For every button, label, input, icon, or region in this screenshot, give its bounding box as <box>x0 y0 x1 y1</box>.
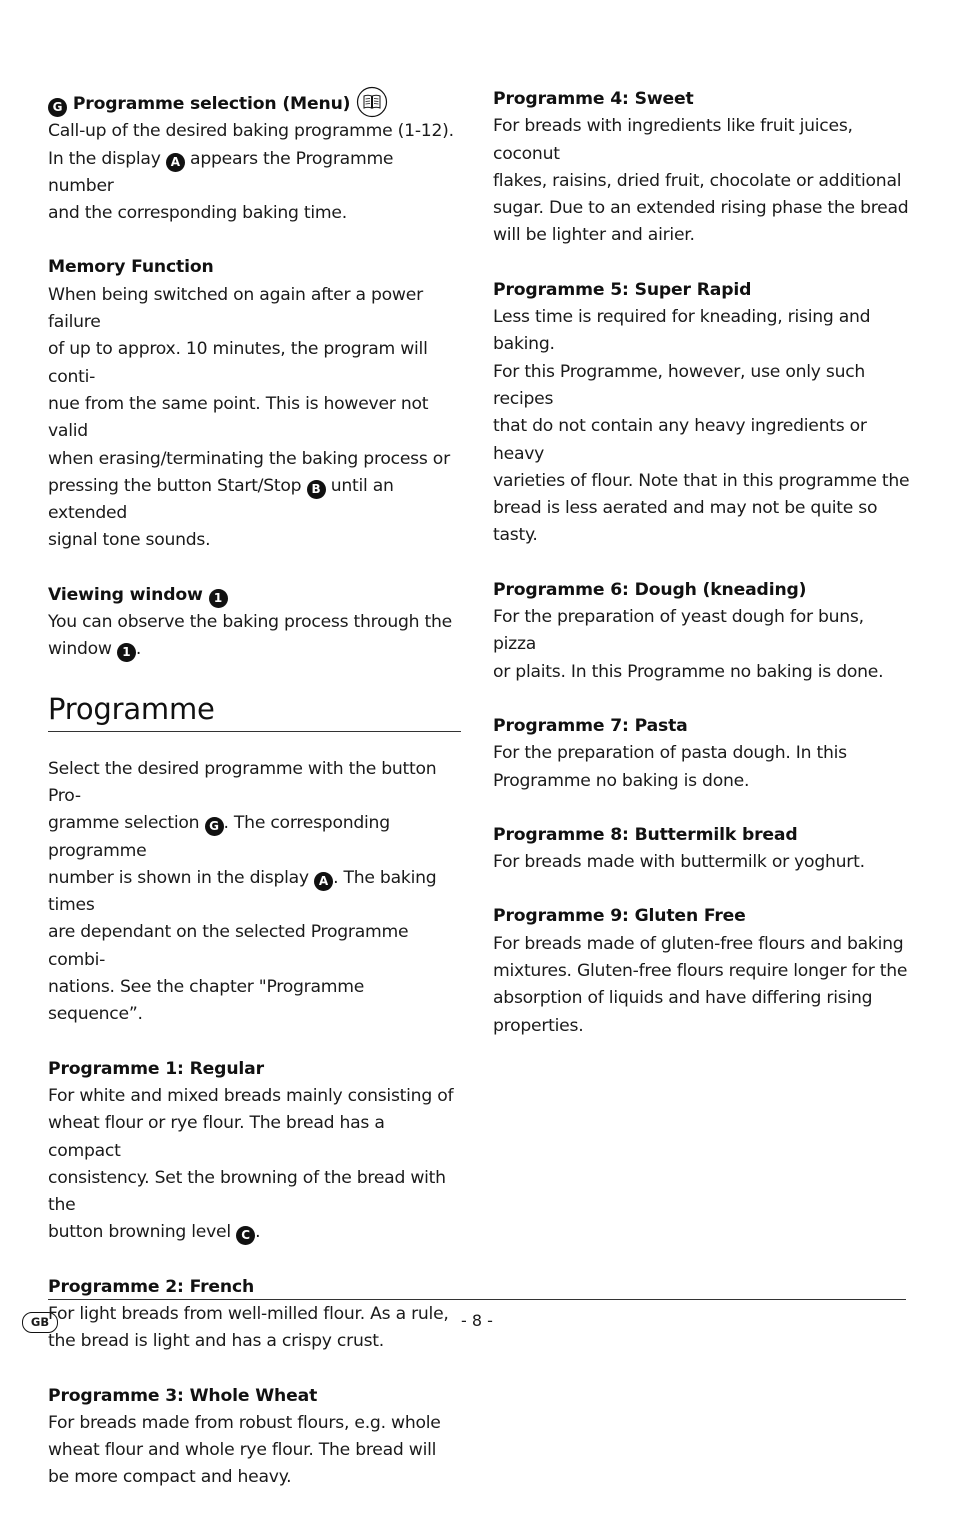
text-run: Select the desired programme with the button Pro- <box>48 758 437 806</box>
section-heading: Programme 5: Super Rapid <box>493 279 752 300</box>
text-line <box>48 1437 461 1464</box>
paragraph <box>493 740 911 795</box>
text-line <box>493 958 911 985</box>
text-run: For breads made from robust flours, e.g. whole <box>48 1412 441 1433</box>
text-line <box>493 168 911 195</box>
section-heading: Programme 8: Buttermilk bread <box>493 824 798 845</box>
text-run: pressing the button Start/Stop <box>48 475 307 496</box>
text-run: of up to approx. 10 minutes, the program will conti- <box>48 339 428 387</box>
text-line <box>48 1301 461 1328</box>
text-line <box>493 849 911 876</box>
text-run: For light breads from well-milled flour. As a rule, <box>48 1303 449 1324</box>
text-run: wheat flour or rye flour. The bread has a compact <box>48 1113 385 1161</box>
text-line <box>493 985 911 1012</box>
text-run: For white and mixed breads mainly consisting of <box>48 1085 454 1106</box>
text-run: tasty. <box>493 525 538 546</box>
text-line <box>48 1083 461 1110</box>
text-run: . The corresponding programme <box>48 813 390 861</box>
section-programme-8 <box>493 822 911 877</box>
text-line <box>48 756 461 811</box>
section-programme-7 <box>493 713 911 795</box>
a-badge-icon: A <box>166 153 185 172</box>
text-run: For the preparation of pasta dough. In this <box>493 743 847 764</box>
paragraph <box>493 931 911 1040</box>
text-run: flakes, raisins, dried fruit, chocolate or additional <box>493 170 902 191</box>
text-run: gramme selection <box>48 813 205 834</box>
text-run: number is shown in the display <box>48 867 315 888</box>
text-line <box>48 118 461 145</box>
text-run: For breads with ingredients like fruit juices, coconut <box>493 116 853 164</box>
section-heading <box>48 582 461 609</box>
text-line <box>48 473 461 528</box>
text-line <box>48 336 461 391</box>
section-heading: Memory Function <box>48 257 214 278</box>
section-heading: Programme 9: Gluten Free <box>493 906 746 927</box>
text-line <box>493 495 911 522</box>
text-run: For breads made of gluten-free flours and baking <box>493 933 904 954</box>
a-badge-icon: A <box>314 872 333 891</box>
g-badge-icon: G <box>48 98 67 117</box>
paragraph <box>48 118 461 227</box>
text-line <box>48 1219 461 1246</box>
section-heading <box>48 86 461 118</box>
text-line <box>48 1464 461 1491</box>
text-run: Programme no baking is done. <box>493 770 750 791</box>
text-run: window <box>48 639 117 660</box>
number-1-badge-icon: 1 <box>117 643 136 662</box>
text-run: nue from the same point. This is however not valid <box>48 393 429 442</box>
text-run: varieties of flour. Note that in this programme the <box>493 470 910 491</box>
paragraph <box>48 1410 461 1492</box>
number-1-badge-icon: 1 <box>209 589 228 608</box>
section-heading: Programme 3: Whole Wheat <box>48 1385 318 1406</box>
text-line <box>48 919 461 974</box>
text-run: or plaits. In this Programme no baking is done. <box>493 661 884 682</box>
text-line <box>493 113 911 168</box>
section-viewing-window <box>48 582 461 664</box>
text-run: wheat flour and whole rye flour. The bread will <box>48 1440 437 1461</box>
text-line <box>493 413 911 468</box>
section-heading: Programme 7: Pasta <box>493 715 688 736</box>
text-line <box>493 195 911 222</box>
right-column <box>493 86 911 1067</box>
text-line <box>48 974 461 1029</box>
left-column <box>48 86 461 1519</box>
section-heading: Programme 6: Dough (kneading) <box>493 579 807 600</box>
text-line <box>48 200 461 227</box>
text-run: that do not contain any heavy ingredients or heavy <box>493 416 867 464</box>
section-programme-intro <box>48 756 461 1029</box>
text-run: . <box>255 1222 261 1243</box>
country-badge: GB <box>22 1312 58 1333</box>
paragraph <box>48 756 461 1029</box>
text-run: Call-up of the desired baking programme (1-12). <box>48 121 454 142</box>
paragraph <box>48 282 461 555</box>
text-run: You can observe the baking process through the <box>48 612 452 633</box>
section-heading: Programme 1: Regular <box>48 1058 264 1079</box>
b-badge-icon: B <box>307 480 326 499</box>
text-run: consistency. Set the browning of the bread with the <box>48 1167 446 1216</box>
section-programme-2 <box>48 1274 461 1356</box>
text-run: when erasing/terminating the baking process or <box>48 448 450 469</box>
text-run: For this Programme, however, use only such recipes <box>493 361 866 409</box>
text-line <box>493 768 911 795</box>
text-run: the bread is light and has a crispy crust. <box>48 1331 384 1352</box>
text-line <box>493 222 911 249</box>
section-heading: Programme 2: French <box>48 1276 255 1297</box>
c-badge-icon: C <box>236 1226 255 1245</box>
text-line <box>493 468 911 495</box>
text-run: properties. <box>493 1015 584 1036</box>
paragraph <box>493 604 911 686</box>
text-line <box>493 740 911 767</box>
section-programme-9 <box>493 903 911 1039</box>
footer-divider <box>48 1299 906 1300</box>
heading-text: Viewing window <box>48 584 203 605</box>
text-line <box>493 931 911 958</box>
section-programme-1 <box>48 1056 461 1247</box>
text-run: nations. See the chapter "Programme sequence”. <box>48 977 365 1025</box>
text-line <box>48 1410 461 1437</box>
text-line <box>493 522 911 549</box>
text-run: appears the Programme number <box>48 148 394 196</box>
text-run: . The baking times <box>48 867 437 916</box>
section-programme-6 <box>493 577 911 686</box>
section-programme-4 <box>493 86 911 250</box>
text-run: . <box>135 639 142 660</box>
text-run: be more compact and heavy. <box>48 1467 292 1488</box>
programme-heading: Programme <box>48 691 215 726</box>
text-run: In the display <box>48 148 166 169</box>
text-run: signal tone sounds. <box>48 530 211 551</box>
section-heading: Programme 4: Sweet <box>493 89 694 109</box>
text-line <box>493 604 911 659</box>
text-line <box>48 146 461 201</box>
paragraph <box>493 849 911 876</box>
text-run: are dependant on the selected Programme combi- <box>48 922 409 970</box>
text-line <box>48 865 461 920</box>
paragraph <box>48 609 461 664</box>
text-run: sugar. Due to an extended rising phase the bread <box>493 198 909 219</box>
text-run: Less time is required for kneading, rising and baking. <box>493 307 871 355</box>
text-run: until an extended <box>48 475 394 524</box>
text-line <box>48 609 461 636</box>
text-line <box>493 1013 911 1040</box>
text-line <box>48 1165 461 1220</box>
text-line <box>48 282 461 337</box>
section-programme-5 <box>493 277 911 550</box>
paragraph <box>493 113 911 249</box>
text-run: absorption of liquids and have differing rising <box>493 988 873 1009</box>
page-number: - 8 - <box>461 1311 493 1330</box>
text-line <box>48 636 461 663</box>
text-run: mixtures. Gluten-free flours require longer for the <box>493 961 908 982</box>
section-memory-function <box>48 254 461 554</box>
paragraph <box>48 1301 461 1356</box>
text-line <box>48 391 461 446</box>
section-programme-selection <box>48 86 461 227</box>
heading-rule <box>48 731 461 732</box>
book-menu-icon <box>356 86 388 118</box>
text-run: For the preparation of yeast dough for buns, pizza <box>493 607 864 655</box>
text-line <box>48 1328 461 1355</box>
text-line <box>48 527 461 554</box>
text-line <box>493 304 911 359</box>
paragraph <box>48 1083 461 1247</box>
text-run: and the corresponding baking time. <box>48 203 347 224</box>
section-programme-3 <box>48 1383 461 1492</box>
text-run: bread is less aerated and may not be quite so <box>493 498 878 519</box>
text-line <box>48 810 461 865</box>
paragraph <box>493 304 911 550</box>
g-badge-icon: G <box>205 817 224 836</box>
text-line <box>493 359 911 414</box>
text-run: When being switched on again after a power failure <box>48 284 423 333</box>
text-line <box>48 446 461 473</box>
text-line <box>493 659 911 686</box>
heading-text: Programme selection (Menu) <box>72 94 351 114</box>
text-run: button browning level <box>48 1222 237 1243</box>
text-line <box>48 1110 461 1165</box>
text-run: For breads made with buttermilk or yoghurt. <box>493 852 865 873</box>
text-run: will be lighter and airier. <box>493 225 695 246</box>
